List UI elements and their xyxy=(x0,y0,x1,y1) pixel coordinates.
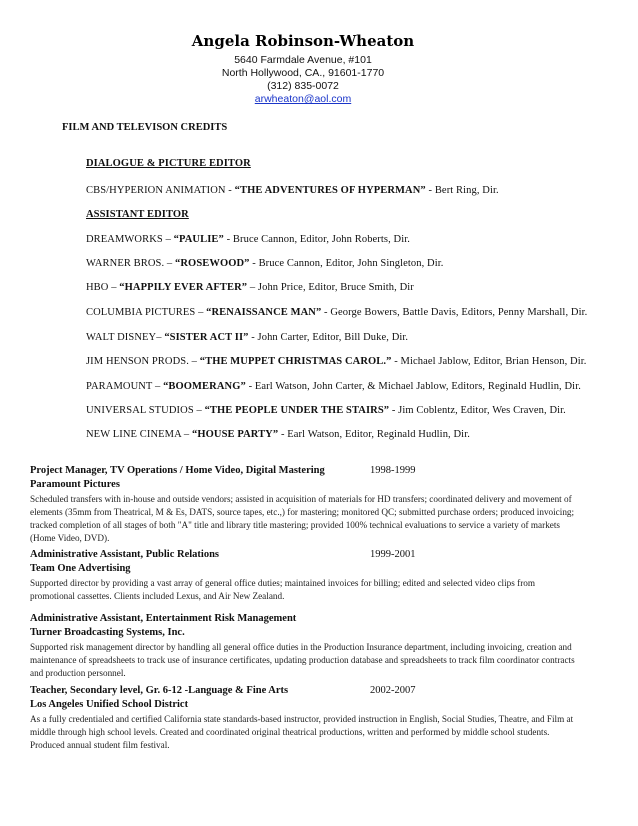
dialogue-editor-heading: DIALOGUE & PICTURE EDITOR xyxy=(86,158,251,169)
credit-line: DREAMWORKS – “PAULIE” - Bruce Cannon, Editor, John Roberts, Dir. xyxy=(86,234,410,245)
job-description: As a fully credentialed and certified California state standards-based instructor, provided instruction in English, Social Studies, Theatre, and Film at middle through high school levels. Created and coordinated original theatrical productions, written and performed by middle school students. Produced annual student film festival. xyxy=(30,714,574,750)
job-entry xyxy=(30,465,582,545)
assistant-editor-heading: ASSISTANT EDITOR xyxy=(86,209,189,220)
credit-line: WARNER BROS. – “ROSEWOOD” - Bruce Cannon, Editor, John Singleton, Dir. xyxy=(86,258,444,269)
credit-line: JIM HENSON PRODS. – “THE MUPPET CHRISTMAS CAROL.” - Michael Jablow, Editor, Brian Henson, Dir. xyxy=(86,356,587,367)
city-line: North Hollywood, CA., 91601-1770 xyxy=(221,67,385,79)
job-company: Los Angeles Unified School District xyxy=(30,699,189,710)
job-company: Paramount Pictures xyxy=(30,479,120,490)
job-title: Teacher, Secondary level, Gr. 6-12 -Language & Fine Arts 2002-2007 xyxy=(30,685,416,696)
credit-line: NEW LINE CINEMA – “HOUSE PARTY” - Earl Watson, Editor, Reginald Hudlin, Dir. xyxy=(86,429,470,440)
credit-line: PARAMOUNT – “BOOMERANG” - Earl Watson, John Carter, & Michael Jablow, Editors, Reginald Hudlin, Dir. xyxy=(86,381,581,392)
job-dates: 1998-1999 xyxy=(370,465,416,476)
job-company: Turner Broadcasting Systems, Inc. xyxy=(30,627,185,638)
job-entry xyxy=(30,685,582,752)
job-title: Project Manager, TV Operations / Home Video, Digital Mastering 1998-1999 xyxy=(30,465,416,476)
credit-line: UNIVERSAL STUDIOS – “THE PEOPLE UNDER THE STAIRS” - Jim Coblentz, Editor, Wes Craven, Dir. xyxy=(86,405,566,416)
job-description: Supported director by providing a vast array of general office duties; maintained invoices for billing; edited and selected video clips from promotional cassettes. Clients included Lexus, and Air New Zealand. xyxy=(30,578,535,601)
job-description: Scheduled transfers with in-house and outside vendors; assisted in acquisition of materials for HD transfers; coordinated delivery and movement of elements (35mm from Theatrical, M & Es, DATS, source tapes, etc.,) for mastering; monitored QC; submitted purchase orders; produced invoicing; tracked completion of all stages of both "A" title and library title mastering; provided 100% technical evaluations to service a variety of markets (Home Video, DVD). xyxy=(30,494,575,543)
job-entry xyxy=(30,613,582,680)
job-description: Supported risk management director by handling all general office duties in the Production Insurance department, including invoicing, creation and maintenance of spreadsheets to track use of insurance certificates, updating production database and spreadsheets to track film coordinator contracts and production personnel. xyxy=(30,642,575,678)
candidate-name: Angela Robinson-Wheaton xyxy=(191,32,415,50)
credit-line: CBS/HYPERION ANIMATION - “THE ADVENTURES OF HYPERMAN” - Bert Ring, Dir. xyxy=(86,185,499,196)
job-entry xyxy=(30,549,582,603)
film-tv-heading: FILM AND TELEVISON CREDITS xyxy=(62,122,228,133)
email-link[interactable]: arwheaton@aol.com xyxy=(254,93,352,105)
phone-line: (312) 835-0072 xyxy=(267,80,339,92)
job-title: Administrative Assistant, Entertainment Risk Management xyxy=(30,613,297,624)
job-company: Team One Advertising xyxy=(30,563,131,574)
credit-line: COLUMBIA PICTURES – “RENAISSANCE MAN” - George Bowers, Battle Davis, Editors, Penny Marshall, Dir. xyxy=(86,307,588,318)
job-dates: 1999-2001 xyxy=(370,549,416,560)
address-line: 5640 Farmdale Avenue, #101 xyxy=(234,54,372,66)
email-line xyxy=(0,93,606,105)
job-dates: 2002-2007 xyxy=(370,685,416,696)
job-title: Administrative Assistant, Public Relations 1999-2001 xyxy=(30,549,416,560)
credit-line: WALT DISNEY– “SISTER ACT II” - John Carter, Editor, Bill Duke, Dir. xyxy=(86,332,409,343)
credit-line: HBO – “HAPPILY EVER AFTER” – John Price, Editor, Bruce Smith, Dir xyxy=(86,282,414,293)
